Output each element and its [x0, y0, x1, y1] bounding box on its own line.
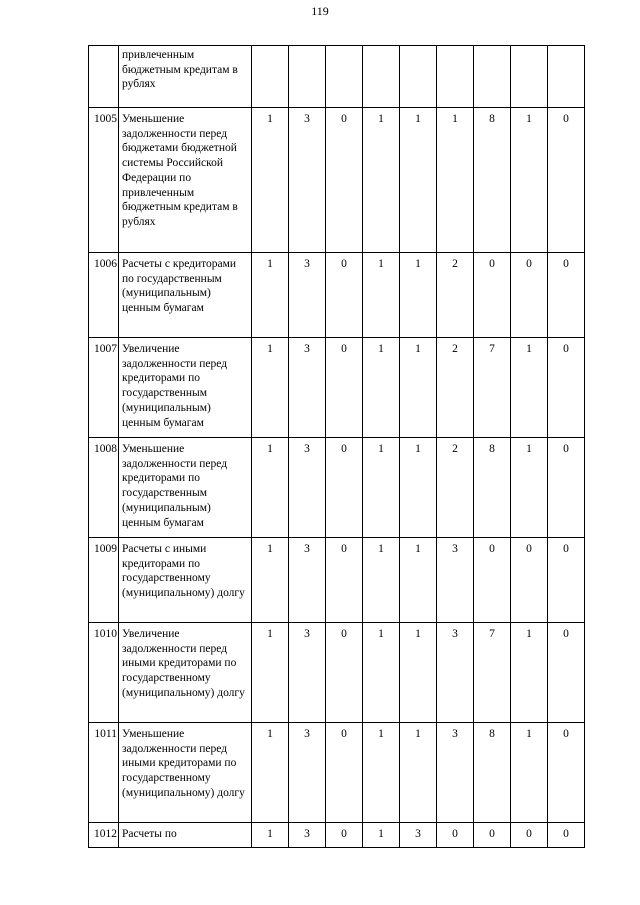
code-digit: 0	[326, 823, 363, 848]
code-digit: 0	[326, 623, 363, 723]
row-code: 1005	[89, 108, 119, 253]
table-row	[89, 338, 585, 438]
row-name: Уменьшение задолженности перед кредиторами по государственным (муниципальным) ценным бумагам	[119, 438, 252, 538]
code-digit: 0	[548, 723, 585, 823]
code-digit: 1	[252, 108, 289, 253]
row-name: Уменьшение задолженности перед иными кредиторами по государственному (муниципальному) долгу	[119, 723, 252, 823]
code-digit: 0	[437, 823, 474, 848]
code-digit: 0	[474, 253, 511, 338]
code-digit: 3	[437, 723, 474, 823]
code-digit: 3	[437, 623, 474, 723]
row-name: Расчеты с кредиторами по государственным (муниципальным) ценным бумагам	[119, 253, 252, 338]
code-digit: 0	[326, 438, 363, 538]
row-code: 1008	[89, 438, 119, 538]
code-digit: 2	[437, 253, 474, 338]
table-row	[89, 46, 585, 108]
code-digit: 0	[548, 623, 585, 723]
code-digit: 8	[474, 438, 511, 538]
code-digit: 1	[400, 253, 437, 338]
code-digit: 1	[437, 108, 474, 253]
row-name: Увеличение задолженности перед иными кредиторами по государственному (муниципальному) долгу	[119, 623, 252, 723]
code-digit: 1	[363, 623, 400, 723]
code-digit: 0	[474, 538, 511, 623]
code-digit: 0	[326, 108, 363, 253]
table-row	[89, 823, 585, 848]
code-digit: 1	[400, 108, 437, 253]
page-number: 119	[311, 4, 329, 18]
code-digit: 7	[474, 338, 511, 438]
code-digit: 0	[548, 823, 585, 848]
code-digit: 1	[511, 623, 548, 723]
code-digit: 0	[326, 723, 363, 823]
code-digit: 1	[363, 723, 400, 823]
code-digit	[326, 46, 363, 108]
code-digit: 0	[511, 823, 548, 848]
table-row	[89, 253, 585, 338]
row-code: 1012	[89, 823, 119, 848]
code-digit: 0	[326, 338, 363, 438]
code-digit: 1	[252, 623, 289, 723]
code-digit: 1	[363, 538, 400, 623]
code-digit: 3	[289, 623, 326, 723]
code-digit: 1	[511, 338, 548, 438]
row-code: 1010	[89, 623, 119, 723]
row-code: 1009	[89, 538, 119, 623]
code-digit: 2	[437, 338, 474, 438]
code-digit: 3	[289, 108, 326, 253]
code-digit: 0	[548, 538, 585, 623]
code-digit: 1	[400, 338, 437, 438]
code-digit	[511, 46, 548, 108]
code-digit: 1	[252, 253, 289, 338]
code-digit: 1	[400, 623, 437, 723]
code-digit: 3	[289, 438, 326, 538]
code-digit: 8	[474, 723, 511, 823]
code-digit: 1	[252, 338, 289, 438]
row-code: 1006	[89, 253, 119, 338]
code-digit: 1	[363, 338, 400, 438]
code-digit: 1	[511, 723, 548, 823]
code-digit: 0	[548, 108, 585, 253]
code-digit	[363, 46, 400, 108]
row-code: 1011	[89, 723, 119, 823]
code-digit: 0	[511, 253, 548, 338]
code-digit: 1	[400, 538, 437, 623]
code-digit: 0	[326, 253, 363, 338]
code-digit	[252, 46, 289, 108]
code-digit: 0	[548, 438, 585, 538]
table-row	[89, 623, 585, 723]
row-name: Увеличение задолженности перед кредиторами по государственным (муниципальным) ценным бумагам	[119, 338, 252, 438]
code-digit: 2	[437, 438, 474, 538]
code-digit: 1	[511, 108, 548, 253]
code-digit: 1	[363, 438, 400, 538]
code-digit: 3	[289, 723, 326, 823]
code-digit: 3	[289, 253, 326, 338]
row-name: Расчеты с иными кредиторами по государственному (муниципальному) долгу	[119, 538, 252, 623]
code-digit: 1	[400, 438, 437, 538]
table-row	[89, 538, 585, 623]
code-digit: 1	[363, 253, 400, 338]
code-digit: 3	[289, 538, 326, 623]
row-code: 1007	[89, 338, 119, 438]
code-digit: 3	[400, 823, 437, 848]
table-row	[89, 723, 585, 823]
code-digit: 0	[474, 823, 511, 848]
code-digit: 1	[252, 823, 289, 848]
code-digit	[289, 46, 326, 108]
code-digit	[437, 46, 474, 108]
code-digit: 0	[511, 538, 548, 623]
code-digit	[474, 46, 511, 108]
code-digit: 1	[252, 438, 289, 538]
code-digit	[400, 46, 437, 108]
row-name: Уменьшение задолженности перед бюджетами бюджетной системы Российской Федерации по привлеченным бюджетным кредитам в рублях	[119, 108, 252, 253]
code-digit: 3	[289, 823, 326, 848]
table-row	[89, 108, 585, 253]
code-digit: 1	[363, 823, 400, 848]
code-digit: 1	[252, 723, 289, 823]
table-row	[89, 438, 585, 538]
row-name: Расчеты по	[119, 823, 252, 848]
code-digit: 1	[363, 108, 400, 253]
row-code	[89, 46, 119, 108]
code-digit: 0	[548, 253, 585, 338]
code-digit: 1	[400, 723, 437, 823]
code-digit: 1	[511, 438, 548, 538]
row-name: привлеченным бюджетным кредитам в рублях	[119, 46, 252, 108]
account-codes-table	[88, 45, 585, 848]
code-digit: 8	[474, 108, 511, 253]
code-digit: 0	[326, 538, 363, 623]
code-digit	[548, 46, 585, 108]
code-digit: 3	[289, 338, 326, 438]
code-digit: 0	[548, 338, 585, 438]
code-digit: 1	[252, 538, 289, 623]
code-digit: 7	[474, 623, 511, 723]
code-digit: 3	[437, 538, 474, 623]
